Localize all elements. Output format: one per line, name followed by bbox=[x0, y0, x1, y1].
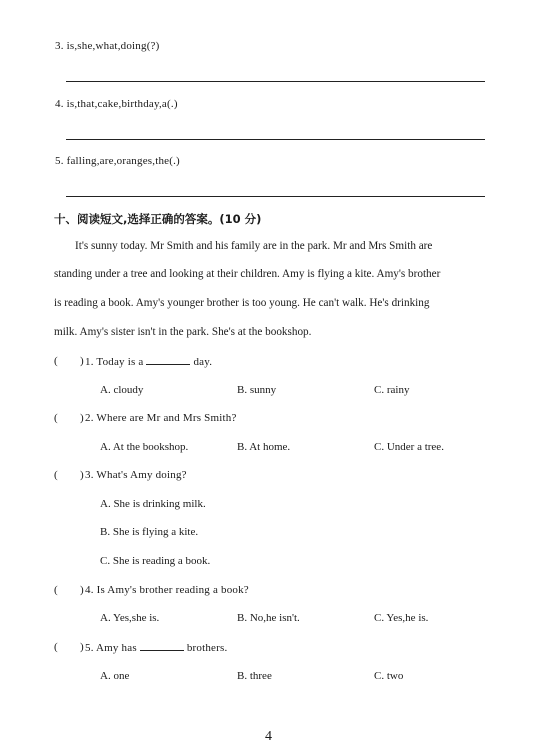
passage-line: is reading a book. Amy's younger brother is too young. He can't walk. He's drinking bbox=[54, 297, 430, 309]
option-b[interactable]: B. She is flying a kite. bbox=[100, 526, 199, 538]
question-text: Is Amy's brother reading a book? bbox=[96, 584, 249, 596]
question-text: is,she,what,doing(?) bbox=[66, 40, 160, 52]
option-c[interactable]: C. Under a tree. bbox=[374, 441, 444, 453]
question-number: 2. bbox=[85, 412, 94, 424]
question-text: Today is a bbox=[96, 356, 144, 368]
option-a[interactable]: A. one bbox=[100, 670, 130, 682]
rearrange-question-3 bbox=[55, 40, 160, 52]
answer-paren-open[interactable]: ( bbox=[54, 469, 58, 481]
question-number: 3. bbox=[55, 40, 64, 52]
page-number: 4 bbox=[265, 729, 272, 744]
option-a[interactable]: A. She is drinking milk. bbox=[100, 498, 206, 510]
rearrange-question-5 bbox=[55, 155, 180, 167]
answer-line-4[interactable] bbox=[66, 139, 485, 140]
answer-paren-open[interactable]: ( bbox=[54, 412, 58, 424]
section-title: 十、阅读短文,选择正确的答案。(10 分) bbox=[54, 212, 262, 226]
fill-blank[interactable] bbox=[146, 355, 190, 365]
question-3 bbox=[85, 469, 187, 481]
passage-line: It's sunny today. Mr Smith and his family are in the park. Mr and Mrs Smith are bbox=[75, 240, 433, 252]
option-b[interactable]: B. three bbox=[237, 670, 272, 682]
question-text-after: day. bbox=[193, 356, 213, 368]
question-text-after: brothers. bbox=[186, 642, 228, 654]
question-text: is,that,cake,birthday,a(.) bbox=[66, 98, 178, 110]
question-number: 5. bbox=[85, 642, 94, 654]
option-a[interactable]: A. Yes,she is. bbox=[100, 612, 160, 624]
question-number: 4. bbox=[85, 584, 94, 596]
answer-paren-close[interactable]: ) bbox=[80, 641, 84, 653]
option-c[interactable]: C. rainy bbox=[374, 384, 410, 396]
option-b[interactable]: B. sunny bbox=[237, 384, 277, 396]
question-2 bbox=[85, 412, 237, 424]
answer-paren-open[interactable]: ( bbox=[54, 584, 58, 596]
question-number: 3. bbox=[85, 469, 94, 481]
question-number: 1. bbox=[85, 356, 94, 368]
question-number: 4. bbox=[55, 98, 64, 110]
question-text: Where are Mr and Mrs Smith? bbox=[96, 412, 237, 424]
answer-paren-close[interactable]: ) bbox=[80, 469, 84, 481]
answer-paren-open[interactable]: ( bbox=[54, 641, 58, 653]
option-c[interactable]: C. Yes,he is. bbox=[374, 612, 429, 624]
question-1 bbox=[85, 355, 212, 368]
option-a[interactable]: A. cloudy bbox=[100, 384, 144, 396]
option-b[interactable]: B. No,he isn't. bbox=[237, 612, 300, 624]
question-5 bbox=[85, 641, 227, 654]
question-4 bbox=[85, 584, 249, 596]
passage-line: standing under a tree and looking at their children. Amy is flying a kite. Amy's brother bbox=[54, 268, 441, 280]
rearrange-question-4 bbox=[55, 98, 178, 110]
question-text: Amy has bbox=[96, 642, 137, 654]
passage-line: milk. Amy's sister isn't in the park. She's at the bookshop. bbox=[54, 326, 312, 338]
answer-line-5[interactable] bbox=[66, 196, 485, 197]
answer-line-3[interactable] bbox=[66, 81, 485, 82]
option-c[interactable]: C. two bbox=[374, 670, 404, 682]
option-b[interactable]: B. At home. bbox=[237, 441, 291, 453]
answer-paren-close[interactable]: ) bbox=[80, 412, 84, 424]
question-number: 5. bbox=[55, 155, 64, 167]
fill-blank[interactable] bbox=[140, 641, 184, 651]
option-a[interactable]: A. At the bookshop. bbox=[100, 441, 189, 453]
answer-paren-close[interactable]: ) bbox=[80, 355, 84, 367]
option-c[interactable]: C. She is reading a book. bbox=[100, 555, 211, 567]
question-text: What's Amy doing? bbox=[96, 469, 187, 481]
question-text: falling,are,oranges,the(.) bbox=[66, 155, 180, 167]
answer-paren-close[interactable]: ) bbox=[80, 584, 84, 596]
answer-paren-open[interactable]: ( bbox=[54, 355, 58, 367]
